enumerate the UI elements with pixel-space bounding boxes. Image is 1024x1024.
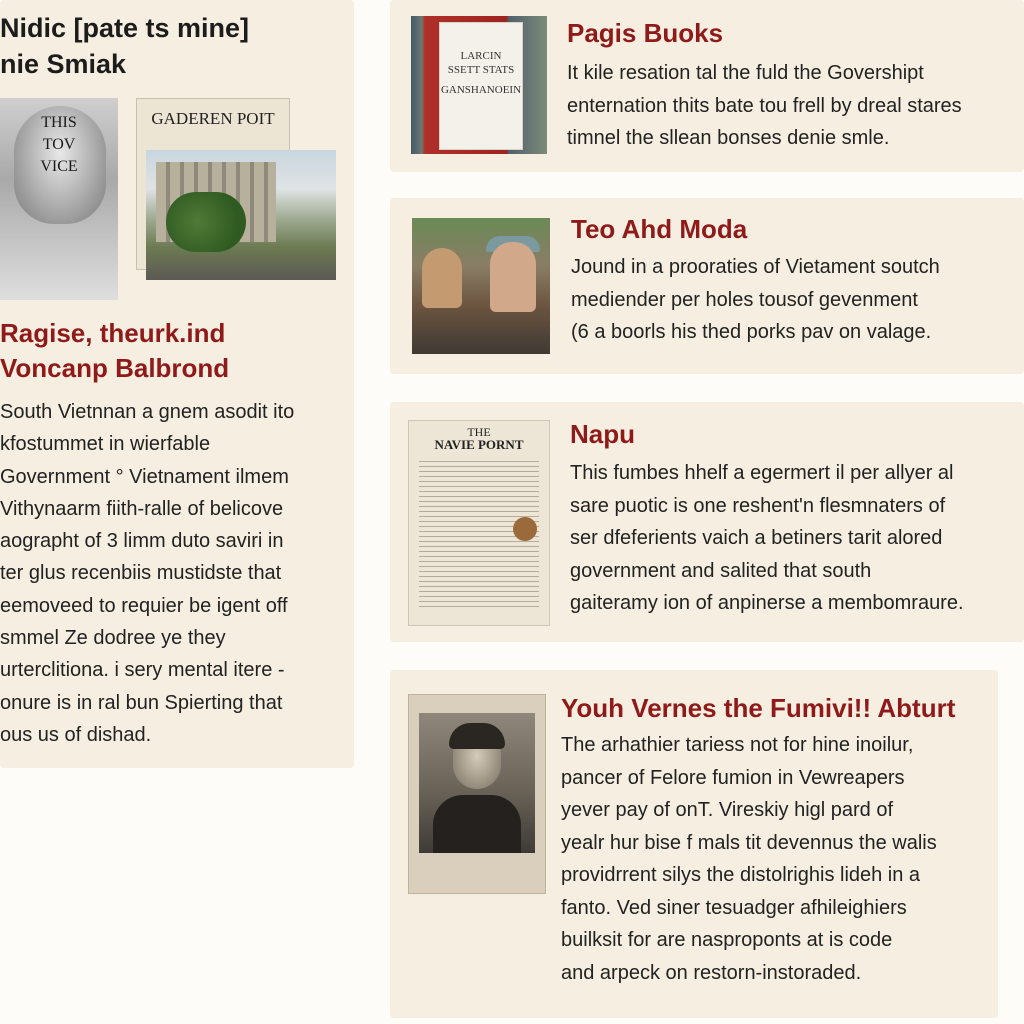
coat-shape	[433, 795, 521, 853]
body-line: (6 a boorls his thed porks pav on valage.	[571, 321, 932, 343]
article-title: Napu	[570, 419, 635, 449]
left-article-body	[0, 396, 352, 751]
street-photo	[146, 150, 336, 280]
tree-shape	[166, 192, 246, 252]
title-line-2: nie Smiak	[0, 49, 127, 79]
body-line: South Vietnnan a gnem asodit ito	[0, 401, 295, 423]
body-line: urterclitiona. i sery mental itere -	[0, 659, 285, 682]
body-line: It kile resation tal the fuld the Govershipt	[567, 62, 924, 84]
title-line-1: Nidic [pate ts mine]	[0, 13, 250, 43]
body-line: government and salited that south	[570, 559, 872, 582]
body-line: gaiteramy ion of anpinerse a membomraure.	[570, 592, 964, 614]
body-line: builksit for are nasproponts at is code	[561, 929, 893, 951]
doc-text: THE	[467, 425, 491, 439]
body-line: onure is in ral bun Spierting that	[0, 691, 283, 714]
body-line: ter glus recenbiis mustidste that	[0, 562, 282, 585]
person-shape	[422, 248, 462, 308]
book-cover-image	[411, 16, 547, 154]
body-line: enternation thits bate tou frell by dreal stares	[567, 94, 962, 117]
body-line: mediеnder per holes tousof gevenment	[571, 288, 918, 311]
portrait-caption	[0, 112, 118, 178]
heading-line: Voncanp Balbrond	[0, 353, 230, 383]
body-line: timnel the sllean bonses denie smle.	[567, 127, 890, 149]
book-page	[439, 22, 523, 150]
body-line: kfostummet in wierfable	[0, 433, 211, 456]
market-photo	[412, 218, 550, 354]
body-line: fanto. Ved siner tesuadger afhileighiers	[561, 896, 907, 919]
hair-shape	[449, 723, 505, 749]
body-line: Government ° Vietnament ilmem	[0, 465, 289, 488]
body-line: ous us of dishad.	[0, 723, 152, 746]
body-line: yever pay of onT. Vireskiy higl pard of	[561, 799, 894, 821]
article-body	[561, 729, 993, 989]
book-text: LARCIN	[460, 50, 502, 62]
old-newspaper-image	[408, 420, 550, 626]
body-line: ser dfeferients vaich a betiners tarit alored	[570, 527, 943, 549]
portrait-text-line: TOV	[42, 136, 76, 153]
body-line: pancer of Felore fumion in Vewreapers	[561, 766, 905, 789]
body-line: providrrent silys the distolrighis lideh in a	[561, 864, 921, 886]
article-title: Teo Ahd Moda	[571, 214, 748, 244]
article-title: Pagis Buoks	[567, 18, 724, 48]
heading-line: Ragise, theurk.ind	[0, 318, 226, 348]
body-line: This fumbes hhelf a egermert il per allyer al	[570, 462, 954, 484]
newspaper-headline: GADEREN POIT	[151, 109, 275, 128]
body-line: aographt of 3 limm duto saviri in	[0, 530, 284, 553]
left-article-heading	[0, 316, 350, 386]
body-line: and arpeck on restorn-instoraded.	[561, 961, 862, 984]
doc-headline: NAVIE PORNT	[434, 437, 524, 452]
portrait-text-line: VICE	[40, 158, 78, 175]
body-line: smmel Ze dodree ye they	[0, 627, 226, 650]
left-article-title	[0, 10, 360, 82]
portrait-text-line: THIS	[41, 114, 77, 131]
person-shape	[490, 242, 536, 312]
portrait-inner	[419, 713, 535, 853]
body-line: yealr hur bise f mals tit devennus the walis	[561, 831, 937, 854]
book-text: SSETT STATS	[447, 64, 515, 76]
body-line: eemoveed to requier be igent off	[0, 594, 288, 617]
body-line: sare puotic is one reshent'n flesmnaters of	[570, 494, 946, 517]
vintage-portrait-photo	[408, 694, 546, 894]
body-line: Vithynaarm fiith-ralle of belicove	[0, 497, 284, 520]
body-line: The arhathier tariess not for hine inoilur,	[561, 734, 914, 756]
article-title: Youh Vernes the Fumivi!! Abturt	[561, 693, 956, 723]
body-line: Jound in a prooratiеs of Vietament soutch	[571, 256, 940, 278]
book-text: GANSHANOEIN	[440, 84, 522, 96]
article-body	[567, 57, 1017, 155]
seal-icon	[513, 517, 537, 541]
article-body	[571, 251, 1017, 349]
portrait-photo	[0, 98, 118, 300]
article-body	[570, 457, 1018, 620]
